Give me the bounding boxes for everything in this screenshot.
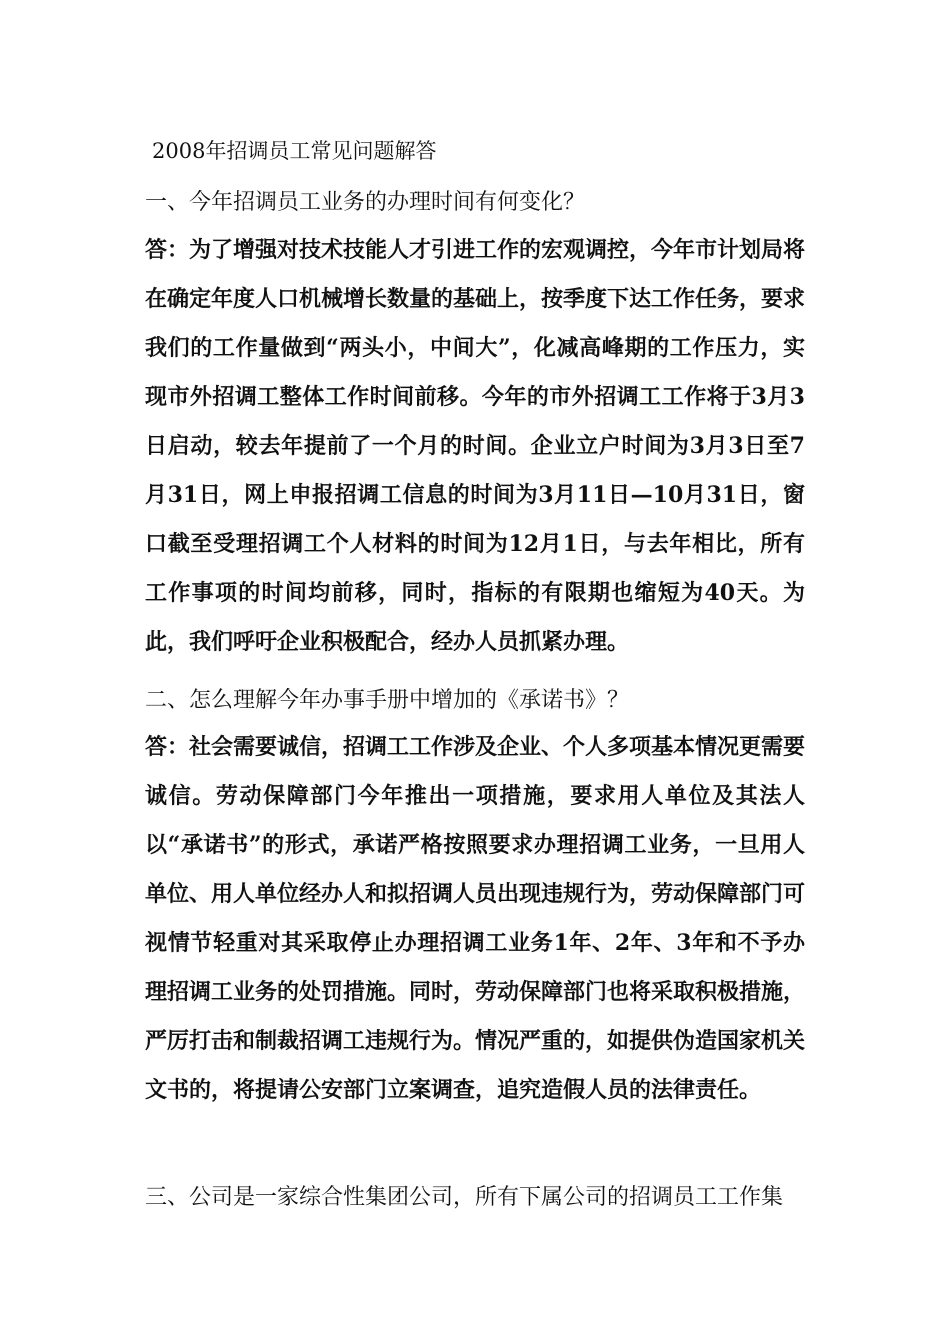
document-title: 2008年招调员工常见问题解答: [152, 139, 437, 163]
answer-1: 答：为了增强对技术技能人才引进工作的宏观调控，今年市计划局将在确定年度人口机械增长数量的基础上，按季度下达工作任务，要求我们的工作量做到“两头小，中间大”，化减高峰期的工作压力，实现市外招调工整体工作时间前移。今年的市外招调工工作将于3月3日启动，较去年提前了一个月的时间。企业立户时间为3月3日至7月31日，网上申报招调工信息的时间为3月11日—10月31日，窗口截至受理招调工个人材料的时间为12月1日，与去年相比，所有工作事项的时间均前移，同时，指标的有限期也缩短为40天。为此，我们呼吁企业积极配合，经办人员抓紧办理。: [145, 237, 806, 655]
question-1: 一、今年招调员工业务的办理时间有何变化？: [145, 190, 586, 215]
question-2: 二、怎么理解今年办事手册中增加的《承诺书》？: [145, 688, 630, 713]
question-3: 三、公司是一家综合性集团公司，所有下属公司的招调员工工作集: [145, 1185, 784, 1210]
answer-2: 答：社会需要诚信，招调工工作涉及企业、个人多项基本情况更需要诚信。劳动保障部门今年推出一项措施，要求用人单位及其法人以“承诺书”的形式，承诺严格按照要求办理招调工业务，一旦用人单位、用人单位经办人和拟招调人员出现违规行为，劳动保障部门可视情节轻重对其采取停止办理招调工业务1年、2年、3年和不予办理招调工业务的处罚措施。同时，劳动保障部门也将采取积极措施，严厉打击和制裁招调工违规行为。情况严重的，如提供伪造国家机关文书的，将提请公安部门立案调查，追究造假人员的法律责任。: [145, 734, 806, 1103]
